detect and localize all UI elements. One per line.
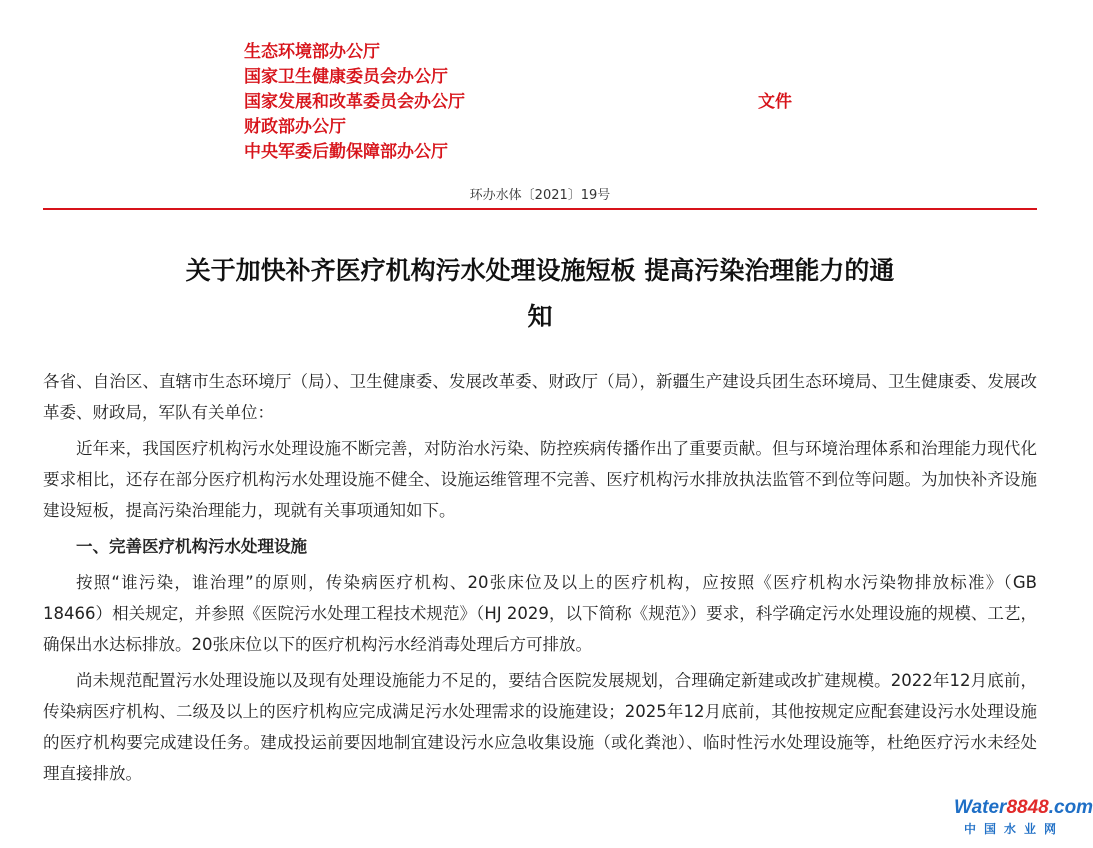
watermark-logo-number: 8848	[1006, 797, 1049, 818]
document-header	[0, 0, 1080, 212]
watermark-logo	[954, 796, 1093, 820]
title-line-1: 关于加快补齐医疗机构污水处理设施短板 提高污染治理能力的通	[185, 256, 895, 285]
intro-paragraph: 近年来，我国医疗机构污水处理设施不断完善，对防治水污染、防控疾病传播作出了重要贡献。但与环境治理体系和治理能力现代化要求相比，还存在部分医疗机构污水处理设施不健全、设施运维管理不完善、医疗机构污水排放执法监管不到位等问题。为加快补齐设施建设短板，提高污染治理能力，现就有关事项通知如下。	[43, 439, 1037, 520]
issuer-3: 国家发展和改革委员会办公厅	[244, 92, 465, 112]
watermark-logo-suffix: .com	[1048, 797, 1093, 818]
watermark-subtitle: 中国水业网	[963, 822, 1064, 836]
issuer-1: 生态环境部办公厅	[244, 42, 380, 62]
section-1-paragraph-2: 尚未规范配置污水处理设施以及现有处理设施能力不足的，要结合医院发展规划，合理确定新建或改扩建规模。2022年12月底前，传染病医疗机构、二级及以上的医疗机构应完成满足污水处理需求的设施建设；2025年12月底前，其他按规定应配套建设污水处理设施的医疗机构要完成建设任务。建成投运前要因地制宜建设污水应急收集设施（或化粪池）、临时性污水处理设施等，杜绝医疗污水未经处理直接排放。	[43, 671, 1037, 783]
watermark-logo-text: Water	[954, 797, 1007, 818]
document-body	[43, 366, 1037, 794]
section-1-heading: 一、完善医疗机构污水处理设施	[76, 537, 307, 556]
document-title	[60, 248, 1020, 340]
document-number: 环办水体〔2021〕19号	[469, 188, 611, 203]
document-label: 文件	[758, 92, 792, 112]
issuer-4: 财政部办公厅	[244, 117, 346, 137]
salutation: 各省、自治区、直辖市生态环境厅（局）、卫生健康委、发展改革委、财政厅（局），新疆生产建设兵团生态环境局、卫生健康委、发展改革委、财政局，军队有关单位：	[43, 372, 1037, 422]
water8848-watermark	[954, 796, 1093, 844]
red-header-rule	[43, 208, 1037, 210]
issuer-2: 国家卫生健康委员会办公厅	[244, 67, 448, 87]
section-1-paragraph-1: 按照“谁污染，谁治理”的原则，传染病医疗机构、20张床位及以上的医疗机构，应按照《医疗机构水污染物排放标准》（GB 18466）相关规定，并参照《医院污水处理工程技术规范》（HJ 2029，以下简称《规范》）要求，科学确定污水处理设施的规模、工艺，确保出水达标排放。20张床位以下的医疗机构污水经消毒处理后方可排放。	[43, 573, 1037, 654]
issuing-agencies	[244, 40, 465, 165]
title-line-2: 知	[527, 302, 553, 331]
issuer-5: 中央军委后勤保障部办公厅	[244, 142, 448, 162]
